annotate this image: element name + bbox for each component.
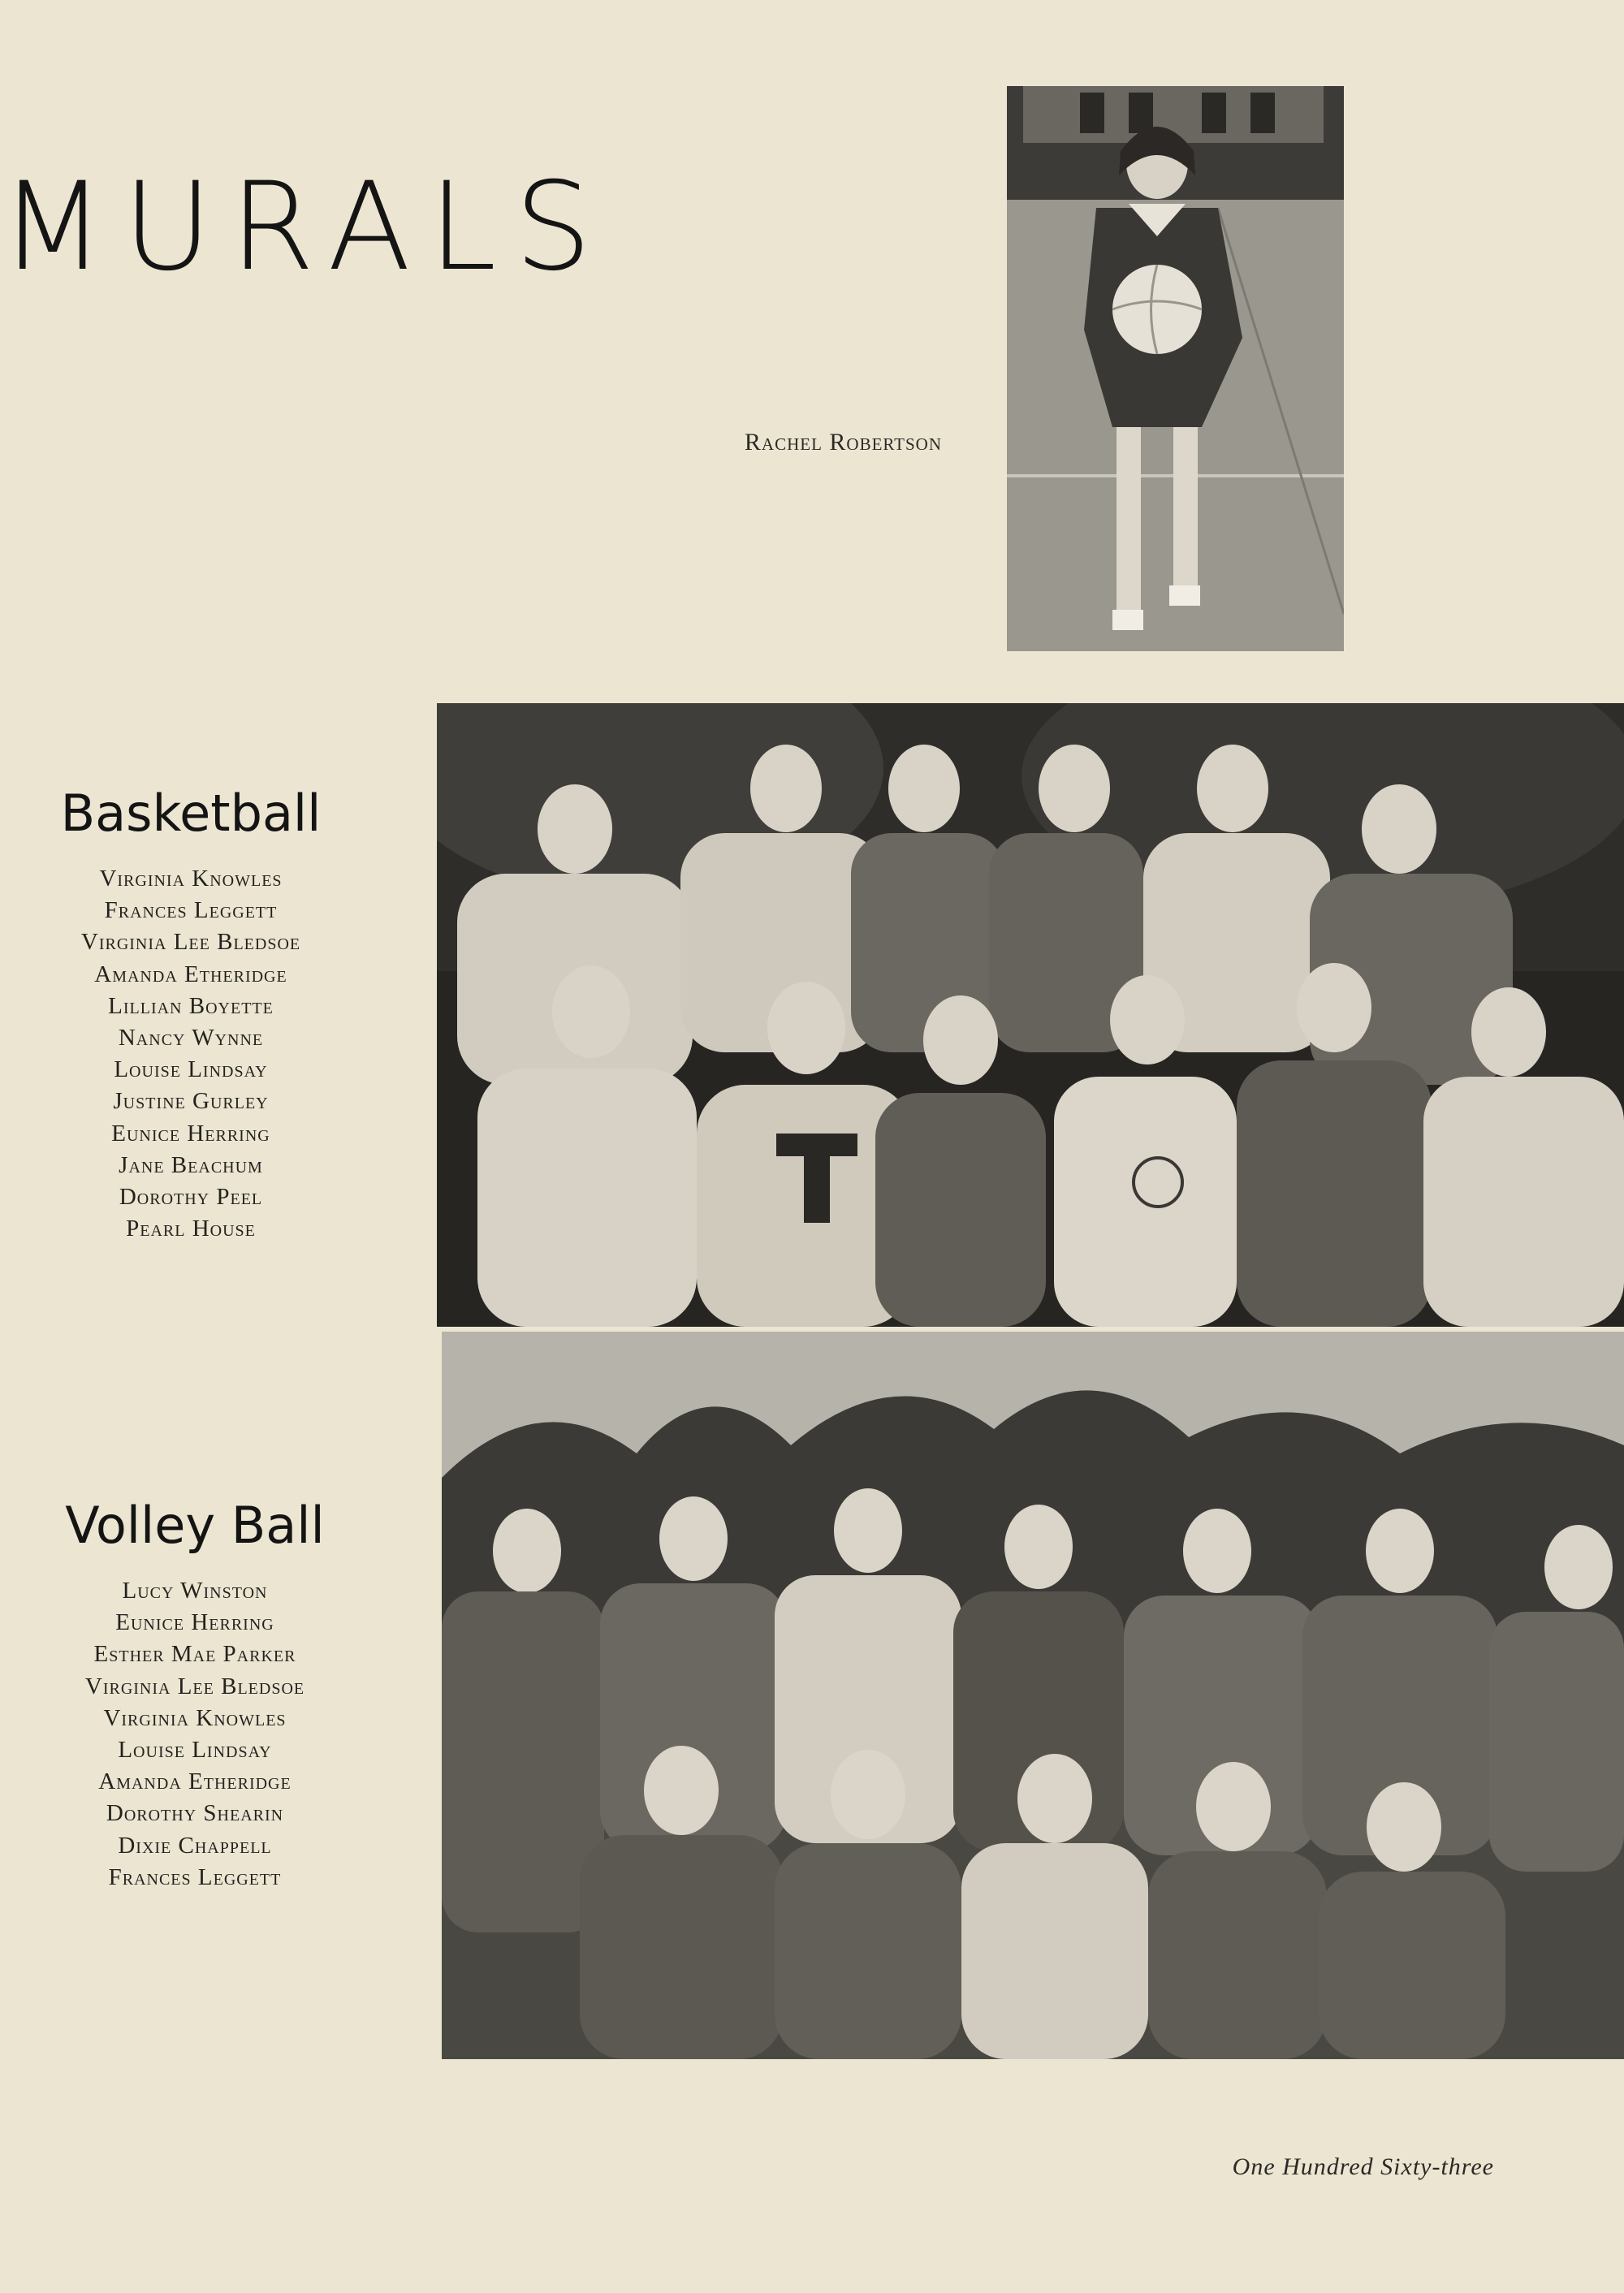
page-title: MURALS	[0, 157, 610, 298]
list-item: Nancy Wynne	[118, 1025, 264, 1051]
basketball-member-list	[20, 863, 361, 1245]
volleyball-team-photo	[442, 1332, 1624, 2059]
feature-photo	[1007, 86, 1344, 651]
feature-photo-caption: Rachel Robertson	[744, 429, 942, 456]
list-item: Virginia Lee Bledsoe	[80, 929, 301, 956]
list-item: Justine Gurley	[113, 1088, 269, 1115]
volleyball-heading: Volley Ball	[65, 1496, 325, 1555]
list-item: Dixie Chappell	[118, 1832, 272, 1859]
list-item: Amanda Etheridge	[94, 961, 287, 987]
list-item: Dorothy Shearin	[106, 1800, 284, 1827]
list-item: Frances Leggett	[104, 897, 278, 924]
list-item: Amanda Etheridge	[98, 1768, 292, 1795]
list-item: Eunice Herring	[111, 1120, 270, 1146]
page-number: One Hundred Sixty-three	[1232, 2153, 1494, 2180]
volleyball-member-list	[24, 1575, 365, 1894]
basketball-heading: Basketball	[60, 784, 322, 843]
list-item: Virginia Knowles	[99, 866, 283, 892]
list-item: Louise Lindsay	[118, 1737, 272, 1764]
list-item: Virginia Knowles	[103, 1704, 287, 1731]
list-item: Virginia Lee Bledsoe	[84, 1673, 305, 1699]
list-item: Louise Lindsay	[114, 1056, 268, 1083]
list-item: Lucy Winston	[122, 1578, 268, 1604]
list-item: Esther Mae Parker	[93, 1641, 296, 1668]
list-item: Dorothy Peel	[119, 1184, 263, 1211]
list-item: Jane Beachum	[119, 1151, 263, 1178]
list-item: Eunice Herring	[115, 1609, 274, 1636]
basketball-team-photo	[437, 703, 1624, 1327]
list-item: Frances Leggett	[108, 1863, 282, 1890]
list-item: Pearl House	[126, 1216, 256, 1242]
list-item: Lillian Boyette	[108, 992, 274, 1019]
